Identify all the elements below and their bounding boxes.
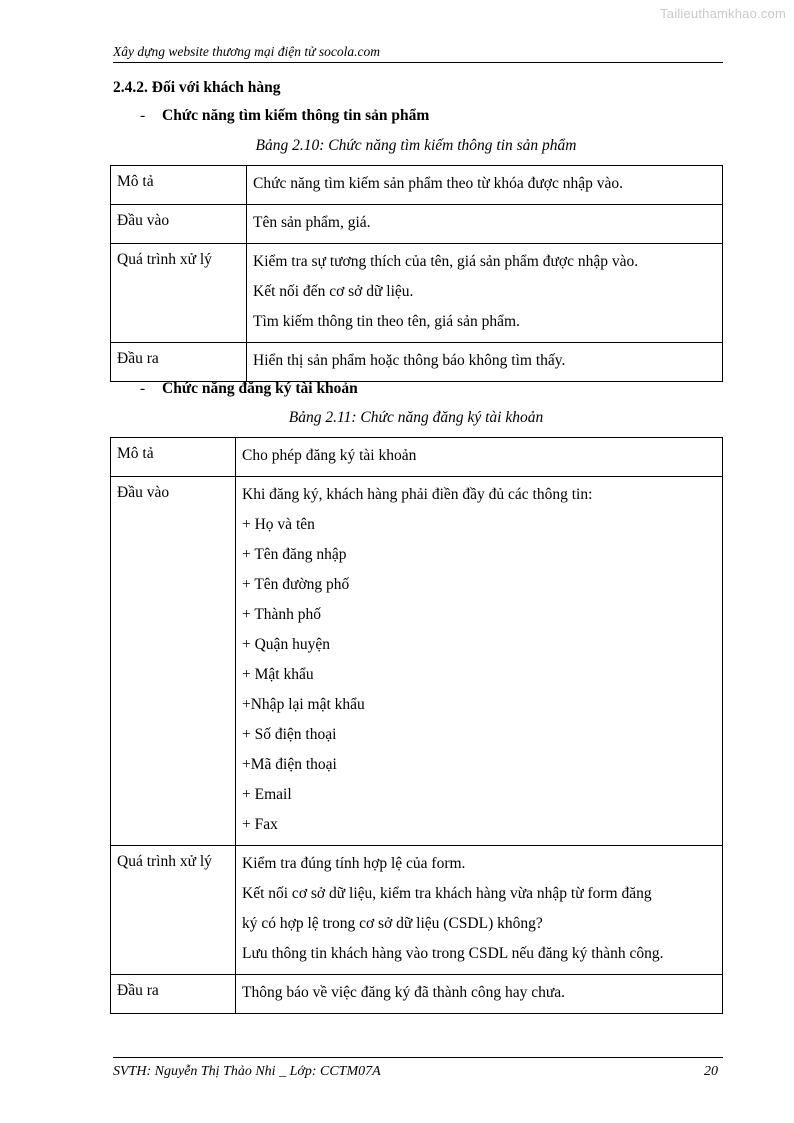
content-line: + Mật khẩu	[242, 666, 314, 683]
row-label: Đầu vào	[111, 205, 247, 244]
table-row	[111, 343, 723, 382]
content-line: Cho phép đăng ký tài khoản	[242, 447, 417, 464]
row-content	[236, 846, 723, 975]
search-function-heading-text: Chức năng tìm kiếm thông tin sản phẩm	[162, 107, 430, 124]
register-function-heading	[140, 380, 358, 398]
content-line: Kiểm tra sự tương thích của tên, giá sản phẩm được nhập vào.	[253, 253, 639, 270]
row-content	[247, 244, 723, 343]
row-label: Quá trình xử lý	[111, 846, 236, 975]
row-label: Đầu ra	[111, 975, 236, 1014]
page-number: 20	[704, 1064, 718, 1079]
content-line: Hiển thị sản phẩm hoặc thông báo không tìm thấy.	[253, 352, 566, 369]
content-line: Chức năng tìm kiếm sản phẩm theo từ khóa được nhập vào.	[253, 175, 624, 192]
row-label: Đầu vào	[111, 477, 236, 846]
running-header-title: Xây dựng website thương mại điện tử socola.com	[113, 44, 381, 59]
content-line: Lưu thông tin khách hàng vào trong CSDL nếu đăng ký thành công.	[242, 945, 664, 962]
bullet-dash: -	[140, 380, 146, 397]
bullet-dash: -	[140, 107, 146, 124]
row-content	[236, 438, 723, 477]
content-line: + Thành phố	[242, 606, 322, 623]
content-line: + Tên đường phố	[242, 576, 350, 593]
row-label: Quá trình xử lý	[111, 244, 247, 343]
table-row	[111, 438, 723, 477]
register-function-table	[110, 437, 723, 1014]
content-line: +Mã điện thoại	[242, 756, 337, 773]
content-line: + Email	[242, 786, 292, 803]
table-row	[111, 244, 723, 343]
footer-divider	[113, 1057, 723, 1058]
content-line: ký có hợp lệ trong cơ sở dữ liệu (CSDL) không?	[242, 915, 543, 932]
content-line: Tên sản phẩm, giá.	[253, 214, 371, 231]
section-heading: 2.4.2. Đối với khách hàng	[113, 79, 281, 96]
content-line: Kiểm tra đúng tính hợp lệ của form.	[242, 855, 466, 872]
content-line: Thông báo về việc đăng ký đã thành công hay chưa.	[242, 984, 566, 1001]
header-divider	[113, 62, 723, 63]
content-line: Tìm kiếm thông tin theo tên, giá sản phẩm.	[253, 313, 520, 330]
register-function-heading-text: Chức năng đăng ký tài khoản	[162, 380, 358, 397]
row-content	[247, 205, 723, 244]
search-function-heading	[140, 107, 429, 125]
search-table-caption: Bảng 2.10: Chức năng tìm kiếm thông tin sản phẩm	[255, 137, 577, 154]
search-function-table	[110, 165, 723, 382]
table-row	[111, 846, 723, 975]
content-line: + Số điện thoại	[242, 726, 337, 743]
register-table-caption: Bảng 2.11: Chức năng đăng ký tài khoản	[288, 409, 544, 426]
content-line: + Quận huyện	[242, 636, 330, 653]
row-content	[236, 477, 723, 846]
content-line: +Nhập lại mật khẩu	[242, 696, 365, 713]
row-content	[236, 975, 723, 1014]
row-content	[247, 343, 723, 382]
content-line: + Fax	[242, 816, 278, 833]
row-label: Đầu ra	[111, 343, 247, 382]
content-line: + Họ và tên	[242, 516, 315, 533]
footer-author: SVTH: Nguyễn Thị Thảo Nhi _ Lớp: CCTM07A	[113, 1064, 381, 1079]
content-line: Kết nối đến cơ sở dữ liệu.	[253, 283, 414, 300]
table-row	[111, 205, 723, 244]
table-row	[111, 975, 723, 1014]
content-line: Kết nối cơ sở dữ liệu, kiểm tra khách hàng vừa nhập từ form đăng	[242, 885, 652, 902]
row-label: Mô tả	[111, 166, 247, 205]
table-row	[111, 477, 723, 846]
row-label: Mô tả	[111, 438, 236, 477]
content-line: Khi đăng ký, khách hàng phải điền đầy đủ các thông tin:	[242, 486, 593, 503]
content-line: + Tên đăng nhập	[242, 546, 347, 563]
table-row	[111, 166, 723, 205]
row-content	[247, 166, 723, 205]
watermark-text: Tailieuthamkhao.com	[660, 6, 786, 21]
